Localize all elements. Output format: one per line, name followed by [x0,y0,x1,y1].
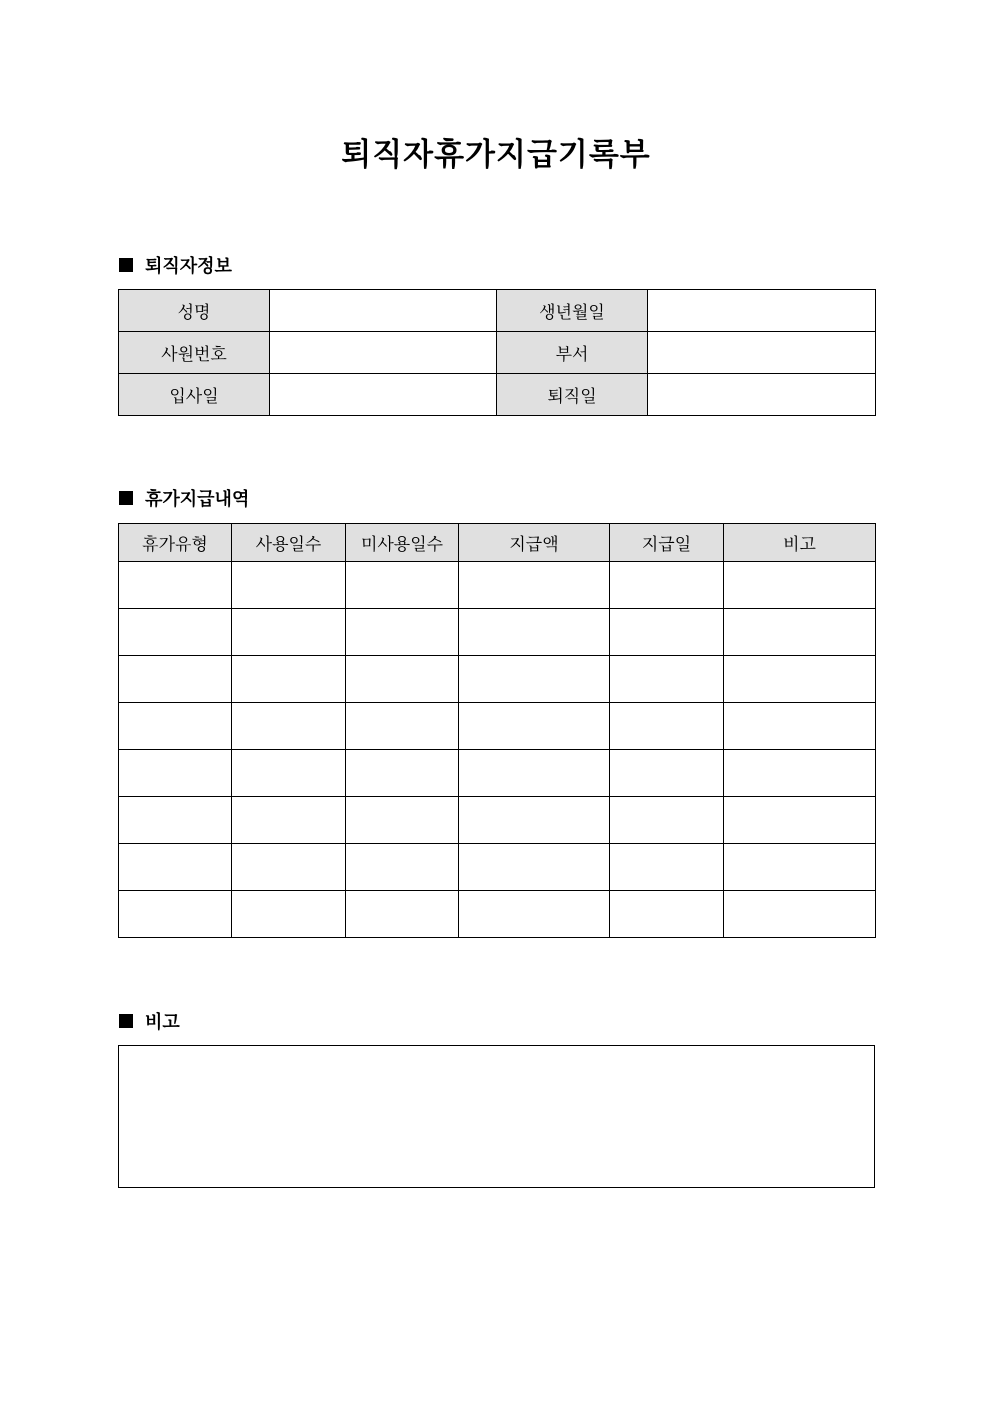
column-header-leave-type: 휴가유형 [119,524,232,562]
info-label-name: 성명 [119,290,270,332]
history-cell-days-unused[interactable] [346,656,459,703]
history-cell-remarks[interactable] [724,844,876,891]
section-heading-info-label: 퇴직자정보 [145,256,232,277]
table-row [119,750,876,797]
column-header-days-unused: 미사용일수 [346,524,459,562]
square-bullet-icon [119,258,133,272]
info-value-retire-date[interactable] [648,374,876,416]
table-row [119,844,876,891]
history-cell-leave-type[interactable] [119,797,232,844]
history-table [118,523,876,938]
info-label-birthdate: 생년월일 [497,290,648,332]
history-cell-days-used[interactable] [232,891,346,938]
history-body [119,562,876,938]
history-cell-remarks[interactable] [724,703,876,750]
table-row [119,891,876,938]
history-cell-days-used[interactable] [232,797,346,844]
history-cell-days-used[interactable] [232,609,346,656]
history-cell-leave-type[interactable] [119,750,232,797]
section-heading-remarks-label: 비고 [145,1012,180,1033]
info-value-hire-date[interactable] [270,374,497,416]
info-label-retire-date: 퇴직일 [497,374,648,416]
info-label-hire-date: 입사일 [119,374,270,416]
history-cell-leave-type[interactable] [119,844,232,891]
history-cell-amount[interactable] [459,656,610,703]
info-row [119,332,876,374]
history-cell-leave-type[interactable] [119,656,232,703]
history-cell-leave-type[interactable] [119,891,232,938]
history-cell-pay-date[interactable] [610,656,724,703]
history-cell-pay-date[interactable] [610,891,724,938]
history-cell-days-unused[interactable] [346,750,459,797]
column-header-days-used: 사용일수 [232,524,346,562]
history-cell-leave-type[interactable] [119,562,232,609]
history-header-row [119,524,876,562]
info-value-department[interactable] [648,332,876,374]
history-cell-leave-type[interactable] [119,609,232,656]
square-bullet-icon [119,491,133,505]
table-row [119,703,876,750]
column-header-pay-date: 지급일 [610,524,724,562]
history-cell-remarks[interactable] [724,656,876,703]
info-table [118,289,876,416]
history-cell-days-unused[interactable] [346,844,459,891]
history-cell-remarks[interactable] [724,891,876,938]
table-row [119,797,876,844]
info-label-employee-id: 사원번호 [119,332,270,374]
column-header-remarks: 비고 [724,524,876,562]
history-cell-amount[interactable] [459,609,610,656]
history-cell-days-used[interactable] [232,703,346,750]
remarks-box[interactable] [118,1045,875,1188]
history-cell-remarks[interactable] [724,750,876,797]
info-row [119,290,876,332]
history-cell-days-unused[interactable] [346,703,459,750]
history-cell-days-unused[interactable] [346,891,459,938]
info-value-birthdate[interactable] [648,290,876,332]
history-cell-amount[interactable] [459,750,610,797]
info-value-name[interactable] [270,290,497,332]
table-row [119,609,876,656]
history-cell-days-unused[interactable] [346,797,459,844]
info-label-department: 부서 [497,332,648,374]
history-cell-leave-type[interactable] [119,703,232,750]
history-cell-days-unused[interactable] [346,609,459,656]
history-cell-amount[interactable] [459,844,610,891]
history-cell-days-used[interactable] [232,750,346,797]
column-header-amount: 지급액 [459,524,610,562]
history-cell-pay-date[interactable] [610,562,724,609]
history-cell-amount[interactable] [459,891,610,938]
history-cell-pay-date[interactable] [610,750,724,797]
history-cell-amount[interactable] [459,562,610,609]
history-cell-days-unused[interactable] [346,562,459,609]
section-heading-info [119,252,232,278]
history-cell-days-used[interactable] [232,844,346,891]
section-heading-history [119,485,249,511]
history-cell-amount[interactable] [459,797,610,844]
table-row [119,656,876,703]
history-cell-days-used[interactable] [232,656,346,703]
history-cell-pay-date[interactable] [610,797,724,844]
info-row [119,374,876,416]
section-heading-history-label: 휴가지급내역 [145,489,250,510]
info-value-employee-id[interactable] [270,332,497,374]
history-cell-amount[interactable] [459,703,610,750]
history-cell-pay-date[interactable] [610,844,724,891]
square-bullet-icon [119,1014,133,1028]
section-heading-remarks [119,1008,180,1034]
history-cell-pay-date[interactable] [610,609,724,656]
history-cell-remarks[interactable] [724,609,876,656]
history-cell-remarks[interactable] [724,797,876,844]
table-row [119,562,876,609]
history-cell-remarks[interactable] [724,562,876,609]
history-cell-pay-date[interactable] [610,703,724,750]
document-title: 퇴직자휴가지급기록부 [341,137,651,173]
history-cell-days-used[interactable] [232,562,346,609]
